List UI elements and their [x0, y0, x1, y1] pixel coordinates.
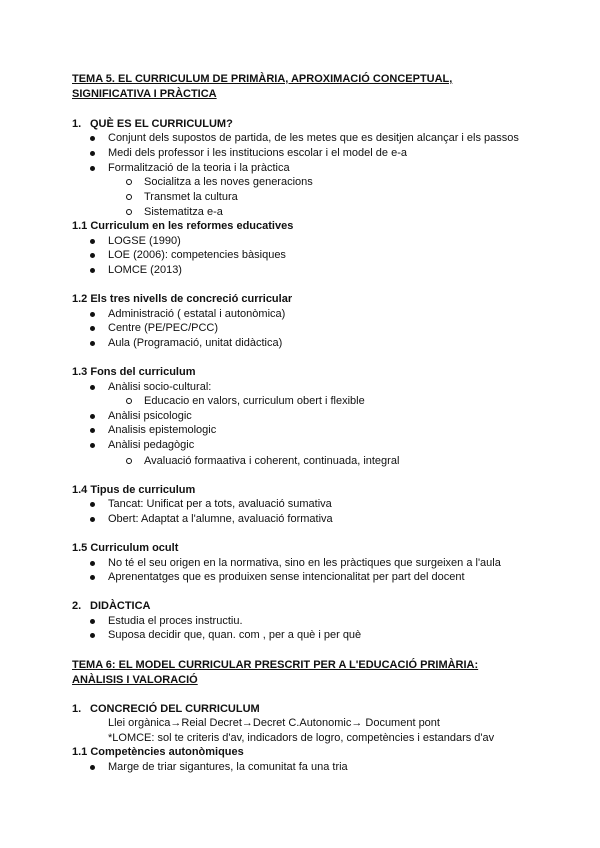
list-item: Tancat: Unificat per a tots, avaluació sumativa — [108, 497, 332, 511]
bullet-icon — [90, 136, 95, 141]
list-item: No té el seu origen en la normativa, sino en les pràctiques que surgeixen a l'aula — [108, 556, 501, 570]
tema6-section-1-number: 1. — [72, 703, 82, 715]
list-item: Administració ( estatal i autonòmica) — [108, 307, 285, 321]
list-item: LOGSE (1990) — [108, 234, 181, 248]
list-item: Anàlisi pedagògic — [108, 438, 194, 452]
section-1-title: QUÈ ES EL CURRICULUM? — [90, 118, 233, 130]
sub-list-item: Socialitza a les noves generacions — [144, 175, 313, 189]
bullet-icon — [90, 166, 95, 171]
circle-bullet-icon — [126, 209, 132, 215]
tema6-title-line1: TEMA 6: EL MODEL CURRICULAR PRESCRIT PER A L'EDUCACIÓ PRIMÀRIA: — [72, 659, 479, 671]
section-1-1-heading: 1.1 Curriculum en les reformes educatives — [72, 220, 294, 232]
bullet-icon — [90, 517, 95, 522]
section-2-heading — [72, 599, 151, 613]
bullet-icon — [90, 633, 95, 638]
bullet-icon — [90, 502, 95, 507]
section-1-number: 1. — [72, 118, 82, 130]
bullet-icon — [90, 253, 95, 258]
list-item: LOE (2006): competencies bàsiques — [108, 248, 286, 262]
section-1-5-heading: 1.5 Curriculum ocult — [72, 542, 179, 554]
bullet-icon — [90, 619, 95, 624]
bullet-icon — [90, 239, 95, 244]
section-2-title: DIDÀCTICA — [90, 600, 151, 612]
bullet-icon — [90, 443, 95, 448]
paragraph-line: *LOMCE: sol te criteris d'av, indicadors de logro, competències i estandars d'av — [108, 732, 495, 744]
bullet-icon — [90, 151, 95, 156]
list-item: Aula (Programació, unitat didàctica) — [108, 336, 282, 350]
tema6-title-line2: ANÀLISIS I VALORACIÓ — [72, 674, 198, 686]
section-1-2-heading: 1.2 Els tres nivells de concreció curricular — [72, 293, 293, 305]
sub-list-item: Educacio en valors, curriculum obert i flexible — [144, 394, 365, 408]
list-item: Formalització de la teoria i la pràctica — [108, 161, 290, 175]
list-item: Marge de triar sigantures, la comunitat fa una tria — [108, 760, 348, 774]
tema6-section-1-1-heading: 1.1 Competències autonòmiques — [72, 746, 244, 758]
circle-bullet-icon — [126, 194, 132, 200]
tema6-section-1-heading — [72, 702, 260, 716]
circle-bullet-icon — [126, 398, 132, 404]
bullet-icon — [90, 561, 95, 566]
paragraph-line: Llei orgànica→Reial Decret→Decret C.Autonomic→ Document pont — [108, 717, 440, 729]
section-1-3-heading: 1.3 Fons del curriculum — [72, 366, 196, 378]
section-1-4-heading: 1.4 Tipus de curriculum — [72, 484, 196, 496]
list-item: Anàlisi socio-cultural: — [108, 380, 211, 394]
list-item: Suposa decidir que, quan. com , per a què i per què — [108, 628, 361, 642]
list-item: Analisis epistemologic — [108, 423, 216, 437]
list-item: Estudia el proces instructiu. — [108, 614, 243, 628]
sub-list-item: Transmet la cultura — [144, 190, 238, 204]
sub-list-item: Sistematitza e-a — [144, 205, 223, 219]
sub-list-item: Avaluació formaativa i coherent, continuada, integral — [144, 454, 399, 468]
section-2-number: 2. — [72, 600, 82, 612]
list-item: LOMCE (2013) — [108, 263, 182, 277]
section-1-heading — [72, 117, 233, 131]
tema6-section-1-title: CONCRECIÓ DEL CURRICULUM — [90, 703, 260, 715]
bullet-icon — [90, 341, 95, 346]
list-item: Conjunt dels supostos de partida, de les metes que es desitjen alcançar i els passos — [108, 131, 519, 145]
bullet-icon — [90, 765, 95, 770]
circle-bullet-icon — [126, 458, 132, 464]
tema5-title-line2: SIGNIFICATIVA I PRÀCTICA — [72, 88, 217, 100]
list-item: Aprenentatges que es produixen sense intencionalitat per part del docent — [108, 570, 465, 584]
bullet-icon — [90, 385, 95, 390]
bullet-icon — [90, 575, 95, 580]
bullet-icon — [90, 414, 95, 419]
circle-bullet-icon — [126, 179, 132, 185]
list-item: Obert: Adaptat a l'alumne, avaluació formativa — [108, 512, 333, 526]
bullet-icon — [90, 312, 95, 317]
tema5-title-line1: TEMA 5. EL CURRICULUM DE PRIMÀRIA, APROXIMACIÓ CONCEPTUAL, — [72, 73, 453, 85]
list-item: Medi dels professor i les institucions escolar i el model de e-a — [108, 146, 407, 160]
bullet-icon — [90, 326, 95, 331]
list-item: Centre (PE/PEC/PCC) — [108, 321, 218, 335]
bullet-icon — [90, 268, 95, 273]
bullet-icon — [90, 428, 95, 433]
list-item: Anàlisi psicologic — [108, 409, 192, 423]
